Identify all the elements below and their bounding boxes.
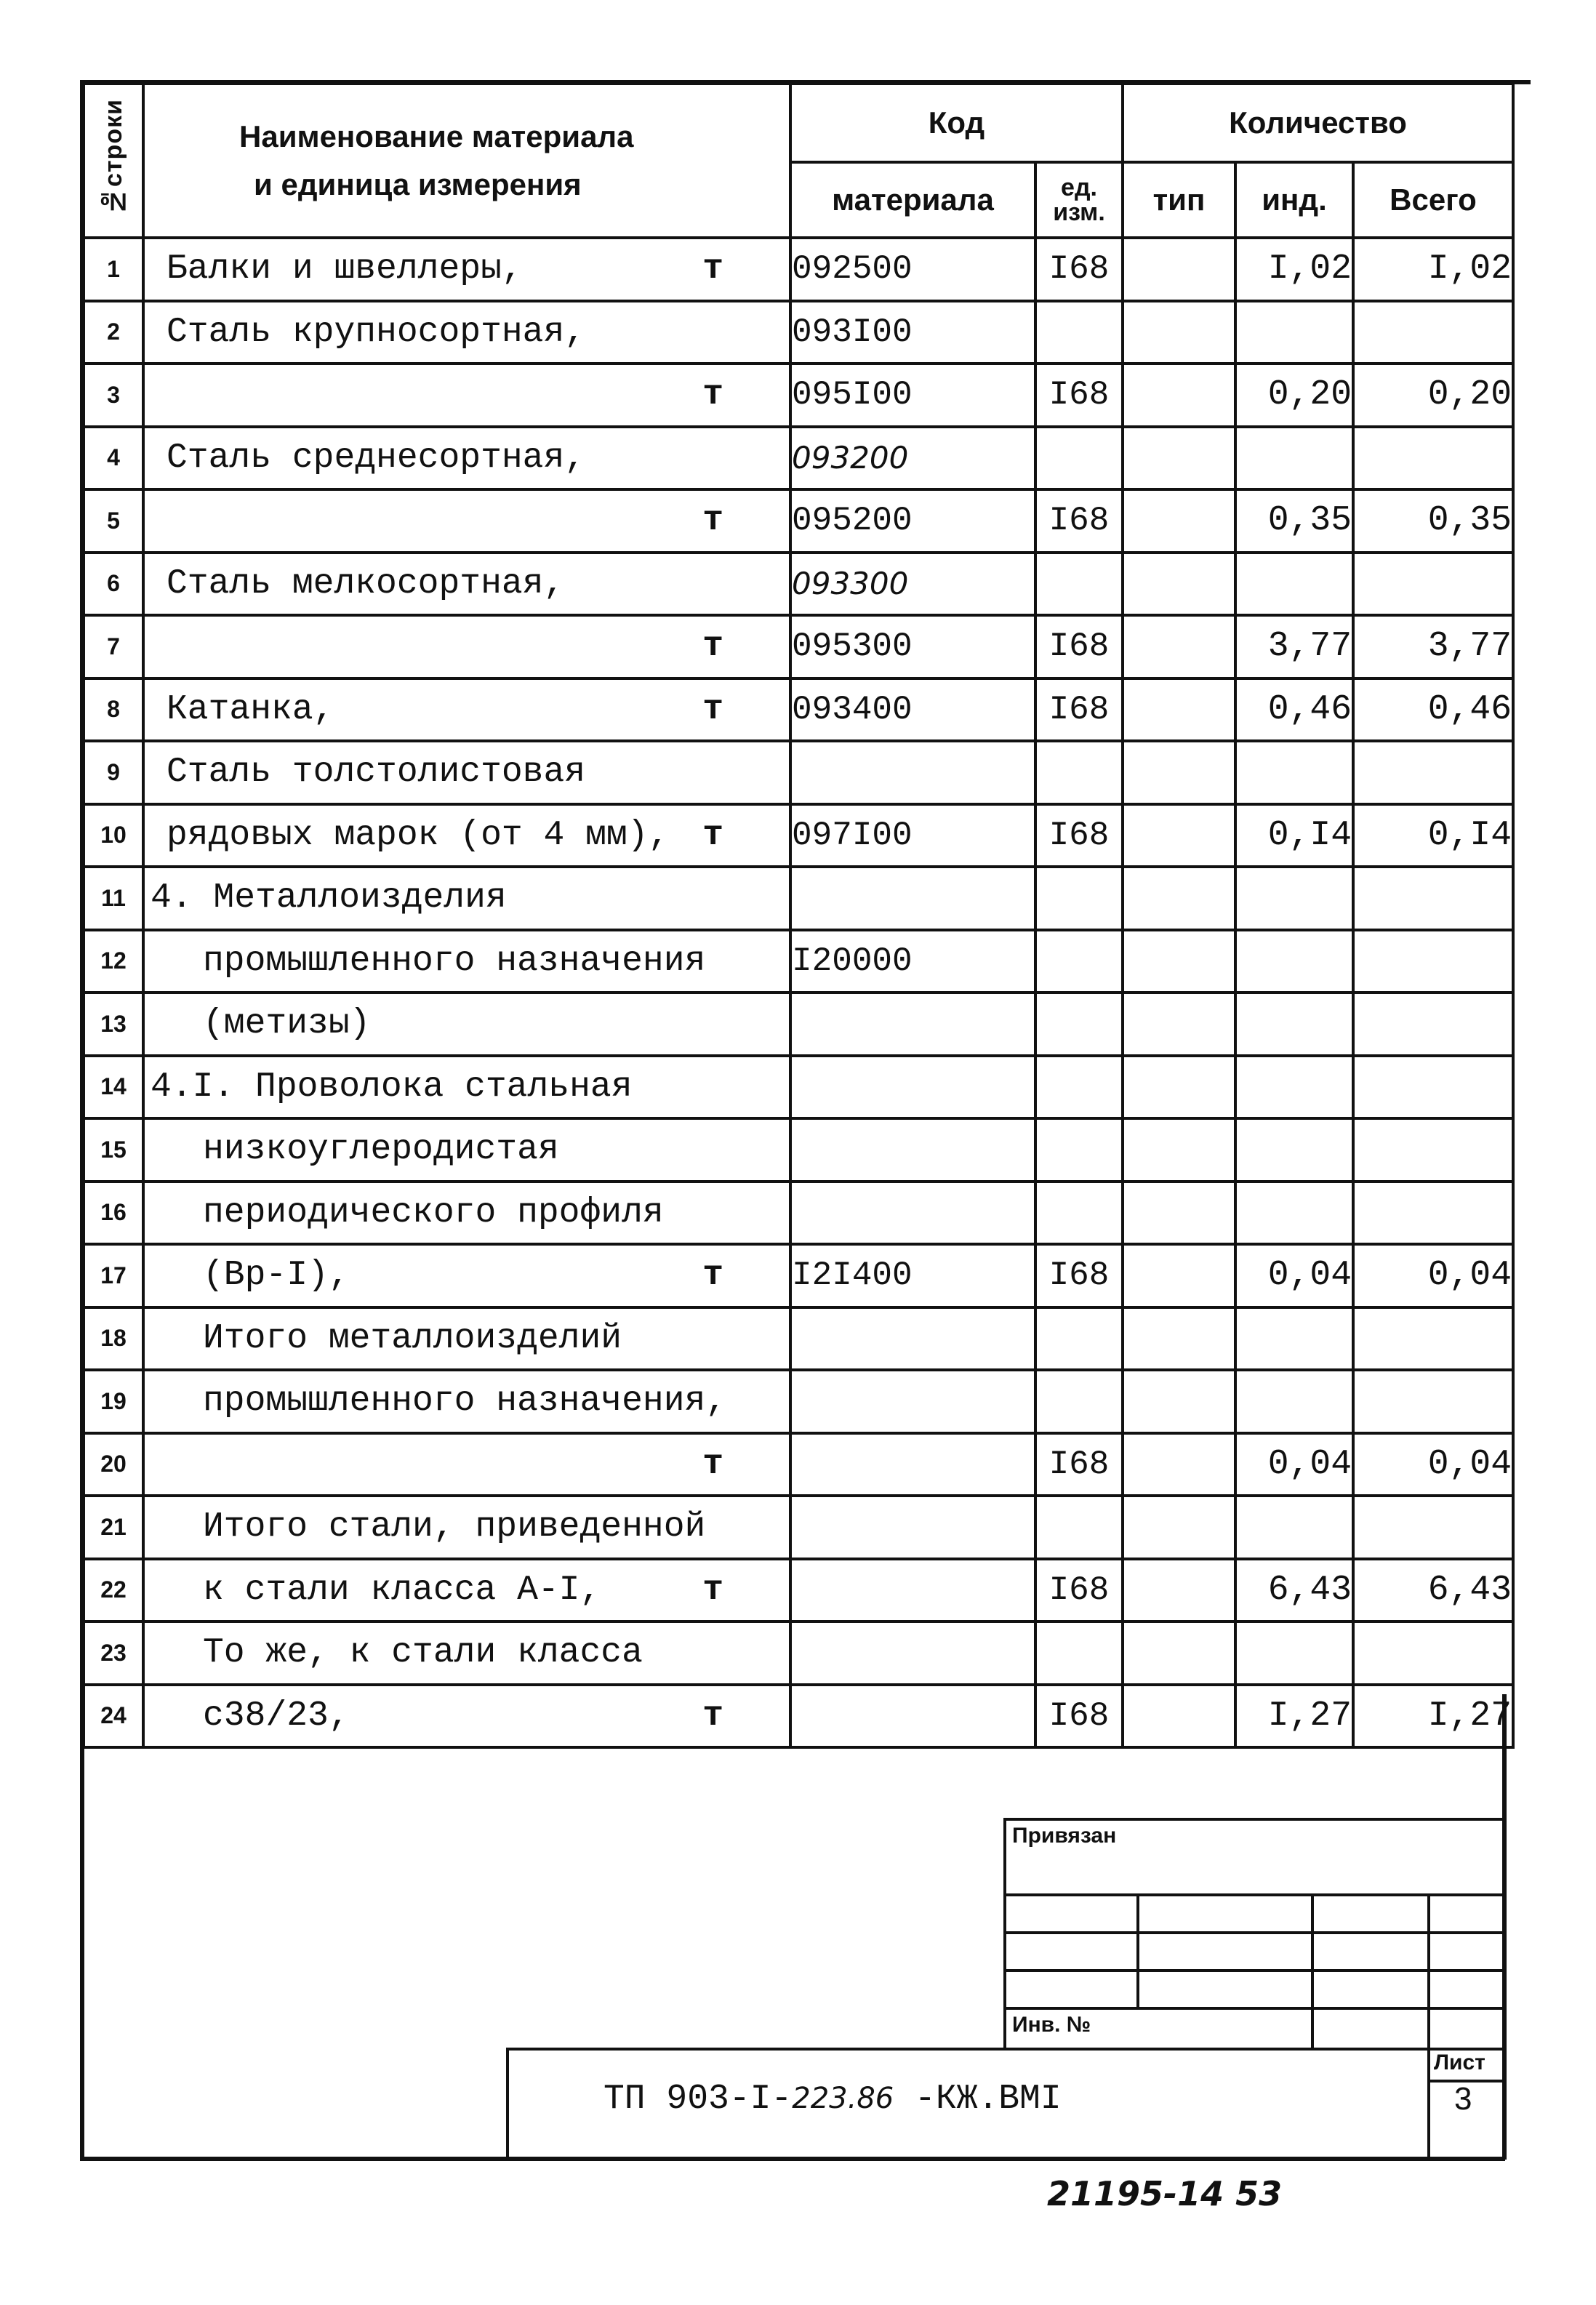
material-name-header-line1: Наименование материала <box>239 119 634 153</box>
unit-code: I68 <box>1035 804 1123 867</box>
sheet-number: 3 <box>1454 2081 1472 2117</box>
material-name: к стали класса А-I, <box>203 1570 601 1610</box>
unit-code <box>1035 993 1123 1056</box>
material-name-cell <box>143 1685 790 1748</box>
material-name-cell <box>143 427 790 490</box>
material-name <box>145 1445 167 1484</box>
material-name: 4.I. Проволока стальная <box>151 1067 633 1107</box>
material-code <box>790 1559 1035 1622</box>
material-code <box>790 1307 1035 1371</box>
row-number: 18 <box>84 1307 143 1371</box>
row-number: 13 <box>84 993 143 1056</box>
material-code-header: материала <box>790 162 1035 238</box>
material-code <box>790 1496 1035 1559</box>
material-name-cell <box>143 741 790 804</box>
material-code: 093400 <box>790 678 1035 742</box>
table-row <box>84 1685 1513 1748</box>
table-row <box>84 1370 1513 1433</box>
row-number: 5 <box>84 489 143 553</box>
material-unit: т <box>702 249 723 289</box>
type-quantity <box>1123 301 1235 364</box>
material-name: периодического профиля <box>203 1192 664 1232</box>
type-quantity <box>1123 1056 1235 1119</box>
individual-quantity: 0,04 <box>1235 1244 1353 1307</box>
row-number: 8 <box>84 678 143 742</box>
row-number: 9 <box>84 741 143 804</box>
table-row <box>84 993 1513 1056</box>
code-group-header: Код <box>790 84 1123 162</box>
material-name-cell <box>143 553 790 616</box>
material-unit: т <box>702 1696 723 1736</box>
individual-quantity: I,02 <box>1235 238 1353 301</box>
table-row <box>84 1621 1513 1685</box>
unit-code: I68 <box>1035 489 1123 553</box>
type-quantity <box>1123 741 1235 804</box>
material-code <box>790 1685 1035 1748</box>
material-name-cell <box>143 1182 790 1245</box>
individual-quantity <box>1235 301 1353 364</box>
material-name <box>145 375 167 414</box>
total-quantity: I,27 <box>1353 1685 1513 1748</box>
individual-quantity: I,27 <box>1235 1685 1353 1748</box>
individual-quantity <box>1235 741 1353 804</box>
table-row <box>84 489 1513 553</box>
individual-quantity: 0,I4 <box>1235 804 1353 867</box>
row-number: 17 <box>84 1244 143 1307</box>
material-name-cell <box>143 993 790 1056</box>
individual-quantity: 0,35 <box>1235 489 1353 553</box>
type-quantity <box>1123 804 1235 867</box>
table-row <box>84 1307 1513 1371</box>
type-quantity <box>1123 1307 1235 1371</box>
material-name-cell <box>143 238 790 301</box>
type-quantity <box>1123 867 1235 930</box>
unit-code <box>1035 301 1123 364</box>
material-name-cell <box>143 1370 790 1433</box>
material-code <box>790 1621 1035 1685</box>
material-name <box>145 627 167 666</box>
total-quantity: 3,77 <box>1353 615 1513 678</box>
total-quantity <box>1353 1182 1513 1245</box>
material-unit: т <box>702 627 723 667</box>
sheet-box-divider <box>1427 2048 1430 2161</box>
total-quantity: 0,04 <box>1353 1244 1513 1307</box>
material-unit: т <box>702 1444 723 1484</box>
type-quantity <box>1123 1685 1235 1748</box>
material-name-cell <box>143 1433 790 1496</box>
material-name: с38/23, <box>203 1696 350 1736</box>
material-name: Сталь крупносортная, <box>167 312 586 352</box>
individual-quantity <box>1235 1621 1353 1685</box>
material-name-cell <box>143 1559 790 1622</box>
total-quantity <box>1353 301 1513 364</box>
table-row <box>84 553 1513 616</box>
total-header: Всего <box>1353 162 1513 238</box>
table-row <box>84 615 1513 678</box>
material-code <box>790 1370 1035 1433</box>
type-quantity <box>1123 489 1235 553</box>
row-number: 6 <box>84 553 143 616</box>
material-name: Катанка, <box>167 689 334 729</box>
unit-code: I68 <box>1035 364 1123 427</box>
total-quantity <box>1353 427 1513 490</box>
unit-code <box>1035 930 1123 993</box>
table-row <box>84 678 1513 742</box>
type-quantity <box>1123 1559 1235 1622</box>
individual-quantity <box>1235 1496 1353 1559</box>
unit-code <box>1035 1307 1123 1371</box>
material-name-cell <box>143 489 790 553</box>
table-row <box>84 1118 1513 1182</box>
unit-code <box>1035 1621 1123 1685</box>
unit-code <box>1035 1056 1123 1119</box>
material-name: Сталь среднесортная, <box>167 438 586 478</box>
type-quantity <box>1123 615 1235 678</box>
type-quantity <box>1123 238 1235 301</box>
individual-quantity <box>1235 993 1353 1056</box>
material-name-cell <box>143 1056 790 1119</box>
material-unit: т <box>702 1256 723 1296</box>
individual-quantity: 0,46 <box>1235 678 1353 742</box>
material-name-cell <box>143 930 790 993</box>
material-code: 093I00 <box>790 301 1035 364</box>
material-unit: т <box>702 815 723 855</box>
material-code <box>790 1118 1035 1182</box>
material-code <box>790 993 1035 1056</box>
individual-quantity <box>1235 553 1353 616</box>
individual-quantity: 6,43 <box>1235 1559 1353 1622</box>
total-quantity: 0,20 <box>1353 364 1513 427</box>
material-name: Итого стали, приведенной <box>203 1507 706 1547</box>
individual-header: инд. <box>1235 162 1353 238</box>
table-row <box>84 238 1513 301</box>
individual-quantity <box>1235 867 1353 930</box>
material-unit: т <box>702 501 723 541</box>
sheet-label: Лист <box>1434 2051 1485 2074</box>
material-code <box>790 867 1035 930</box>
total-quantity <box>1353 1307 1513 1371</box>
material-name: 4. Металлоизделия <box>151 878 507 918</box>
row-number: 12 <box>84 930 143 993</box>
row-number: 11 <box>84 867 143 930</box>
individual-quantity: 0,04 <box>1235 1433 1353 1496</box>
material-name-cell <box>143 1118 790 1182</box>
table-row <box>84 1433 1513 1496</box>
total-quantity: I,02 <box>1353 238 1513 301</box>
material-code: 097I00 <box>790 804 1035 867</box>
table-row <box>84 930 1513 993</box>
material-code: I20000 <box>790 930 1035 993</box>
total-quantity <box>1353 930 1513 993</box>
material-code <box>790 1433 1035 1496</box>
unit-code: I68 <box>1035 1685 1123 1748</box>
individual-quantity <box>1235 1118 1353 1182</box>
attached-label: Привязан <box>1012 1824 1117 1848</box>
table-row <box>84 1056 1513 1119</box>
type-quantity <box>1123 1621 1235 1685</box>
row-number: 19 <box>84 1370 143 1433</box>
unit-code <box>1035 1496 1123 1559</box>
type-quantity <box>1123 1370 1235 1433</box>
material-name-cell <box>143 678 790 742</box>
row-number: 23 <box>84 1621 143 1685</box>
unit-code: I68 <box>1035 615 1123 678</box>
stamp-vline-3 <box>1427 1893 1430 2051</box>
total-quantity <box>1353 1496 1513 1559</box>
row-number: 1 <box>84 238 143 301</box>
material-code: 093300 <box>790 553 1035 616</box>
material-code: 093200 <box>790 427 1035 490</box>
row-number: 4 <box>84 427 143 490</box>
total-quantity <box>1353 1370 1513 1433</box>
table-row <box>84 804 1513 867</box>
material-name: промышленного назначения, <box>203 1382 727 1422</box>
row-number: 14 <box>84 1056 143 1119</box>
unit-code <box>1035 427 1123 490</box>
table-row <box>84 741 1513 804</box>
type-quantity <box>1123 427 1235 490</box>
unit-code: I68 <box>1035 678 1123 742</box>
total-quantity <box>1353 1056 1513 1119</box>
individual-quantity <box>1235 930 1353 993</box>
individual-quantity <box>1235 1370 1353 1433</box>
material-name: Сталь мелкосортная, <box>167 564 565 604</box>
row-number-header-text: №строки <box>99 98 127 215</box>
material-unit: т <box>702 1570 723 1610</box>
material-name-header <box>143 84 790 238</box>
type-quantity <box>1123 930 1235 993</box>
doc-code-suffix: -КЖ.ВМI <box>894 2080 1062 2119</box>
unit-code <box>1035 741 1123 804</box>
material-name: рядовых марок (от 4 мм), <box>167 815 670 855</box>
table-row <box>84 427 1513 490</box>
stamp-vline-1 <box>1136 1893 1139 2007</box>
doc-code-handwritten: 223.86 <box>792 2082 894 2115</box>
individual-quantity: 3,77 <box>1235 615 1353 678</box>
type-quantity <box>1123 1118 1235 1182</box>
material-unit: т <box>702 375 723 415</box>
materials-table-body <box>84 238 1513 1747</box>
total-quantity <box>1353 993 1513 1056</box>
material-name-cell <box>143 615 790 678</box>
document-code <box>603 2080 1062 2119</box>
table-row <box>84 364 1513 427</box>
row-number: 21 <box>84 1496 143 1559</box>
unit-code <box>1035 553 1123 616</box>
unit-code: I68 <box>1035 1559 1123 1622</box>
total-quantity <box>1353 553 1513 616</box>
material-name-cell <box>143 301 790 364</box>
table-row <box>84 1182 1513 1245</box>
material-name: низкоуглеродистая <box>203 1130 559 1170</box>
stamp-vline-2 <box>1311 1893 1314 2051</box>
total-quantity: 0,35 <box>1353 489 1513 553</box>
row-number: 24 <box>84 1685 143 1748</box>
material-code: 095300 <box>790 615 1035 678</box>
unit-code <box>1035 1182 1123 1245</box>
type-quantity <box>1123 993 1235 1056</box>
archive-mark: 21195-14 53 <box>1047 2174 1283 2213</box>
table-row <box>84 1496 1513 1559</box>
row-number: 22 <box>84 1559 143 1622</box>
material-name-cell <box>143 1496 790 1559</box>
type-header: тип <box>1123 162 1235 238</box>
doc-code-prefix: ТП 903-I- <box>603 2080 793 2119</box>
total-quantity: 0,46 <box>1353 678 1513 742</box>
material-code: 095200 <box>790 489 1035 553</box>
unit-code <box>1035 1370 1123 1433</box>
material-name: промышленного назначения <box>203 941 706 981</box>
material-name-cell <box>143 1307 790 1371</box>
material-name <box>145 501 167 540</box>
inventory-number-label: Инв. № <box>1012 2013 1091 2037</box>
materials-table <box>82 82 1515 1749</box>
table-row <box>84 1244 1513 1307</box>
type-quantity <box>1123 1244 1235 1307</box>
total-quantity: 6,43 <box>1353 1559 1513 1622</box>
individual-quantity <box>1235 427 1353 490</box>
row-number: 15 <box>84 1118 143 1182</box>
type-quantity <box>1123 553 1235 616</box>
table-row <box>84 867 1513 930</box>
material-name: (Bp-I), <box>203 1256 350 1296</box>
type-quantity <box>1123 1496 1235 1559</box>
material-code <box>790 1056 1035 1119</box>
row-number: 2 <box>84 301 143 364</box>
individual-quantity <box>1235 1307 1353 1371</box>
unit-code <box>1035 867 1123 930</box>
total-quantity <box>1353 867 1513 930</box>
material-name: Балки и швеллеры, <box>167 249 523 289</box>
type-quantity <box>1123 364 1235 427</box>
row-number: 20 <box>84 1433 143 1496</box>
individual-quantity: 0,20 <box>1235 364 1353 427</box>
material-unit: т <box>702 689 723 729</box>
material-name-cell <box>143 364 790 427</box>
table-row <box>84 1559 1513 1622</box>
total-quantity: 0,04 <box>1353 1433 1513 1496</box>
type-quantity <box>1123 678 1235 742</box>
material-name-cell <box>143 1621 790 1685</box>
unit-code: I68 <box>1035 1244 1123 1307</box>
total-quantity: 0,I4 <box>1353 804 1513 867</box>
unit-code: I68 <box>1035 238 1123 301</box>
type-quantity <box>1123 1182 1235 1245</box>
total-quantity <box>1353 741 1513 804</box>
material-code: I2I400 <box>790 1244 1035 1307</box>
row-number: 7 <box>84 615 143 678</box>
material-name-cell <box>143 1244 790 1307</box>
individual-quantity <box>1235 1182 1353 1245</box>
material-code: 095I00 <box>790 364 1035 427</box>
table-row <box>84 301 1513 364</box>
type-quantity <box>1123 1433 1235 1496</box>
quantity-group-header: Количество <box>1123 84 1513 162</box>
material-name: Сталь толстолистовая <box>167 753 586 793</box>
total-quantity <box>1353 1118 1513 1182</box>
material-name: Итого металлоизделий <box>203 1318 622 1358</box>
unit-code: I68 <box>1035 1433 1123 1496</box>
total-quantity <box>1353 1621 1513 1685</box>
material-name: То же, к стали класса <box>203 1633 643 1673</box>
material-name-cell <box>143 804 790 867</box>
material-name: (метизы) <box>203 1004 371 1044</box>
row-number-header <box>84 84 143 238</box>
material-name-header-line2: и единица измерения <box>254 167 582 201</box>
individual-quantity <box>1235 1056 1353 1119</box>
material-code: 092500 <box>790 238 1035 301</box>
unit-code <box>1035 1118 1123 1182</box>
row-number: 16 <box>84 1182 143 1245</box>
row-number: 3 <box>84 364 143 427</box>
material-code <box>790 1182 1035 1245</box>
material-code <box>790 741 1035 804</box>
unit-header: ед. изм. <box>1035 162 1123 238</box>
row-number: 10 <box>84 804 143 867</box>
material-name-cell <box>143 867 790 930</box>
